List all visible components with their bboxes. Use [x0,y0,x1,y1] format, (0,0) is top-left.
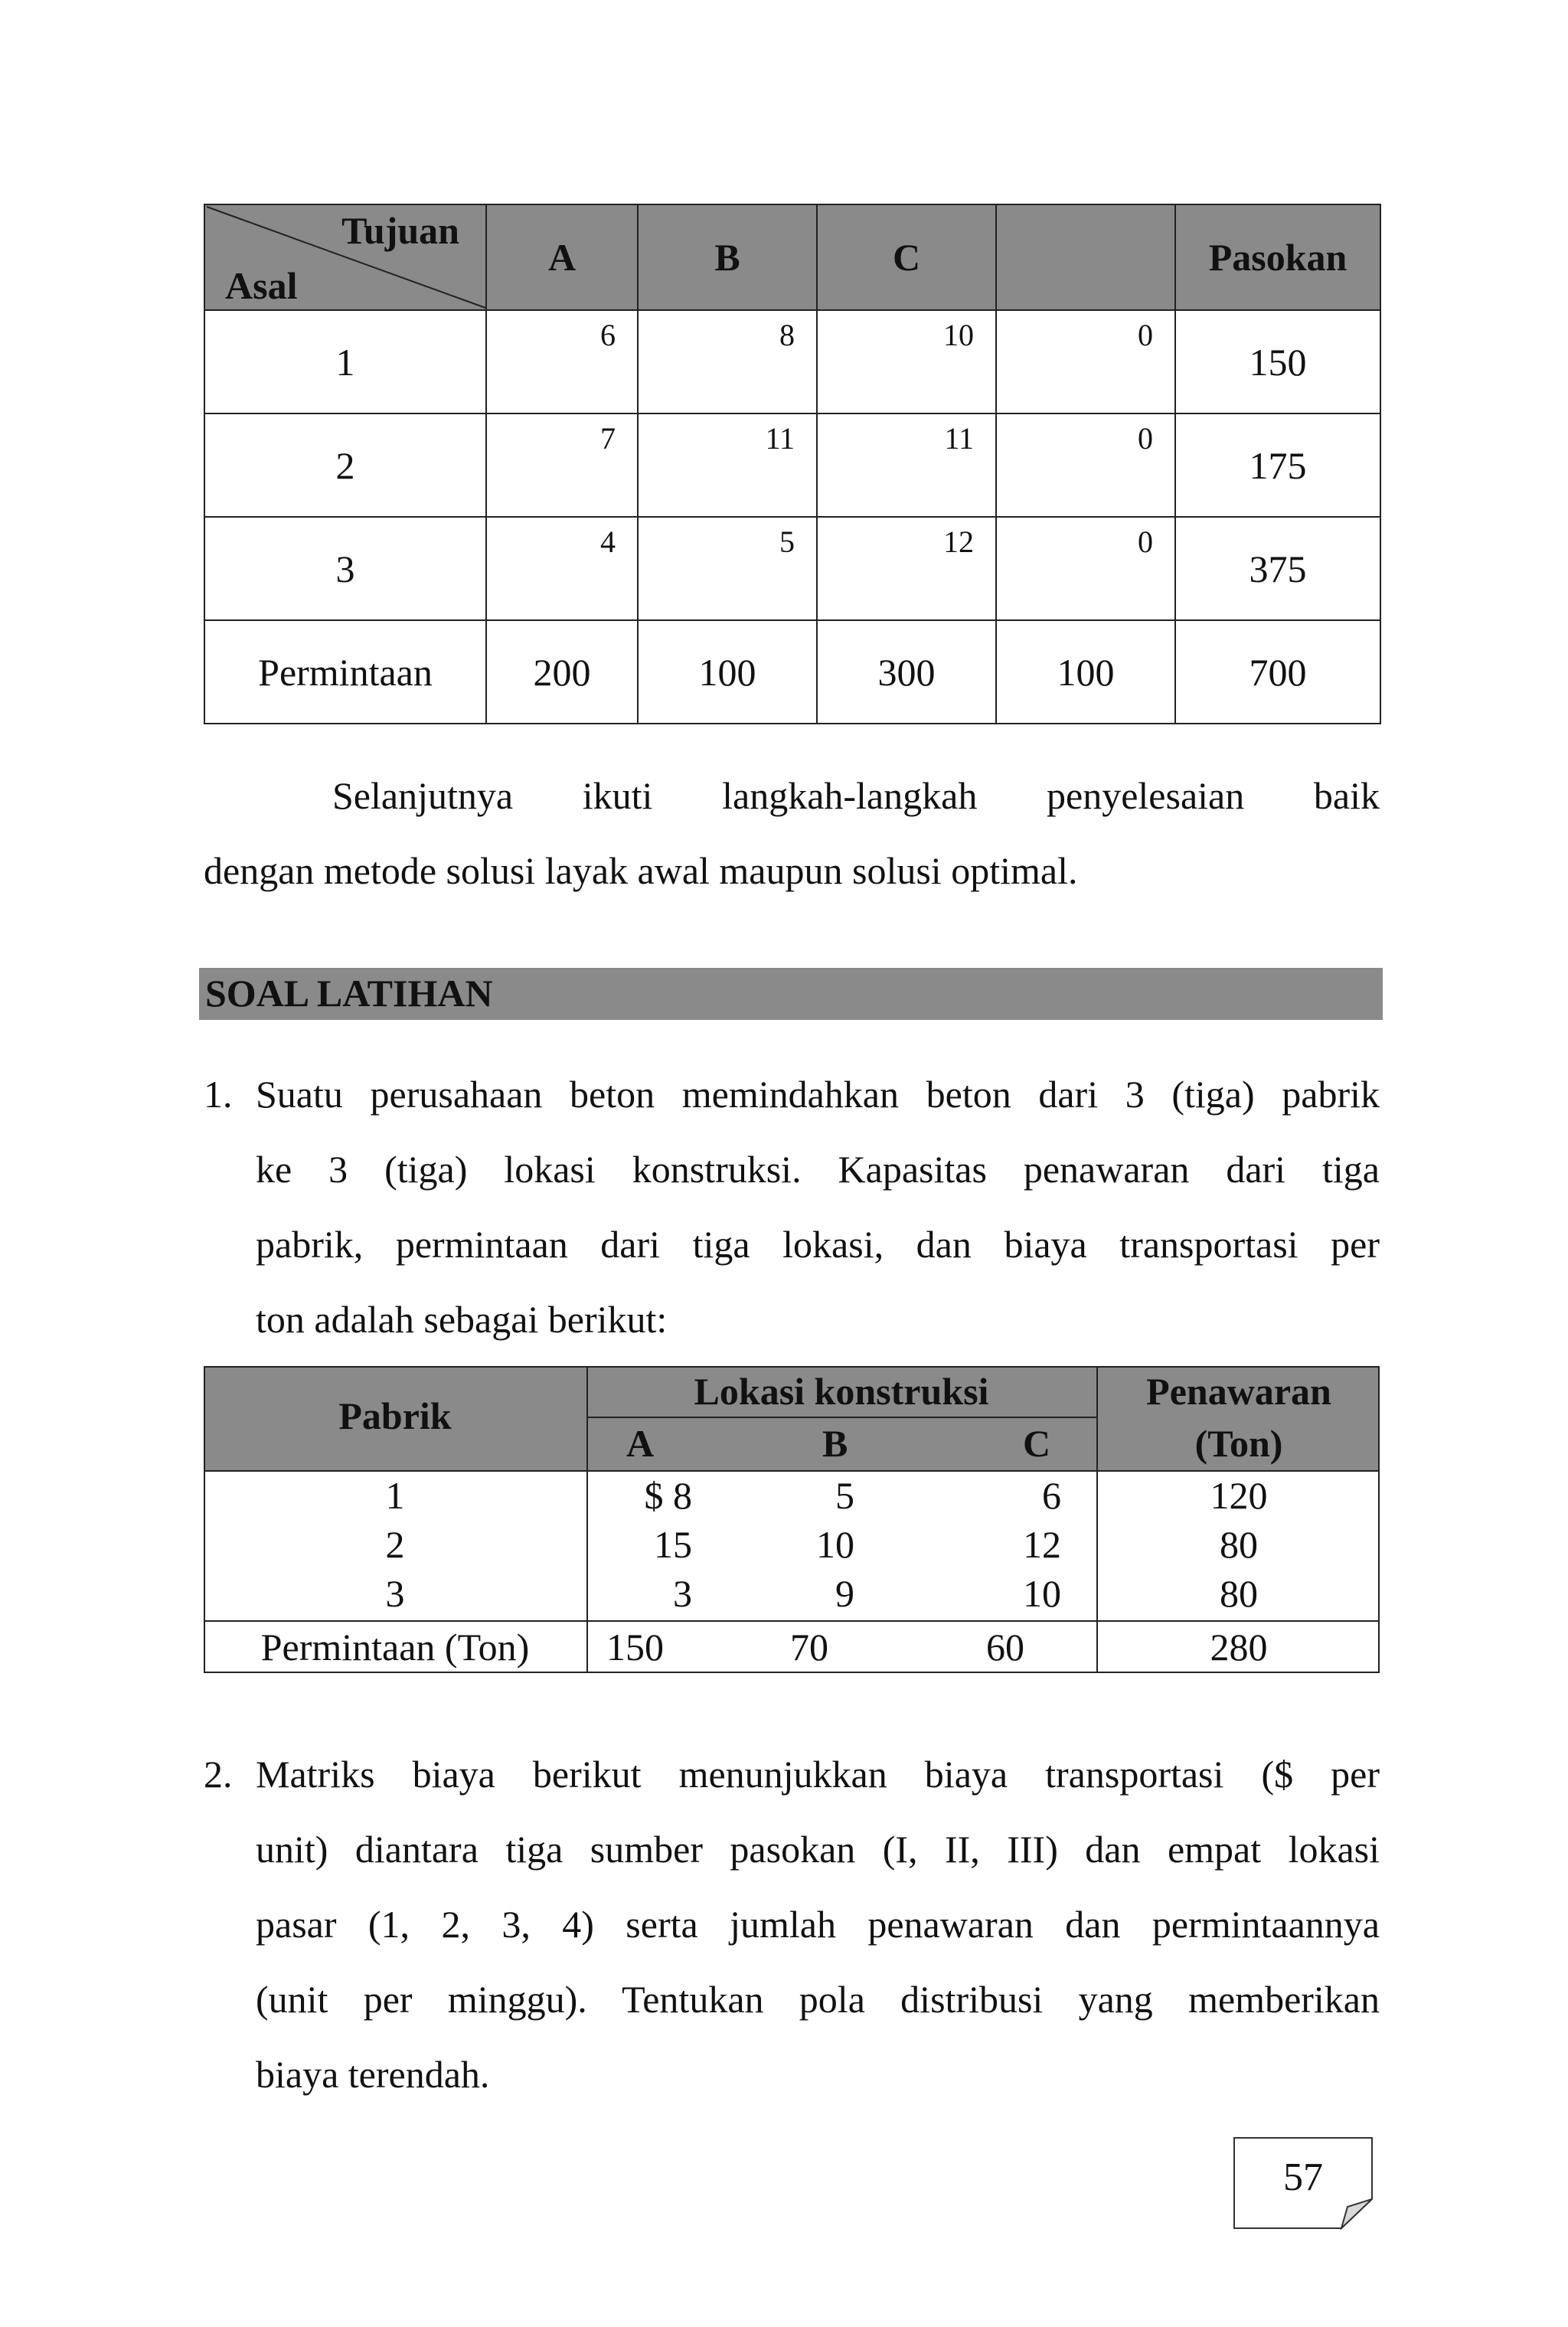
page-number-box [1233,2136,1374,2230]
cost-cell [486,413,638,517]
penawaran-header: Penawaran [1146,1370,1331,1413]
corner-header-destination: Tujuan [341,209,459,252]
transport-table [204,204,1381,724]
column-header: B [638,204,817,310]
supply-cell: 375 [1175,517,1380,620]
pabrik-cell: 3 [385,1572,405,1615]
cost-value: 11 [765,421,795,456]
item-line: ton adalah sebagai berikut: [256,1298,668,1341]
demand-total: 700 [1175,620,1380,724]
sub-header-b: B [822,1422,848,1465]
row-divider [204,1470,1380,1472]
cost-value: 4 [600,525,616,559]
exercise-item-2 [204,1737,1380,2112]
cost-a-cell: 3 [673,1572,692,1615]
cost-value: 0 [1138,421,1153,456]
item-line: ke 3 (tiga) lokasi konstruksi. Kapasitas penawaran dari tiga [256,1148,1380,1191]
cost-cell [486,517,638,620]
cost-b-cell: 9 [835,1572,854,1615]
paragraph-line: Selanjutnya ikuti langkah-langkah penyelesaian baik [332,774,1380,817]
cost-value: 11 [944,421,974,456]
demand-label: Permintaan [204,620,486,724]
cost-a-cell: $ 8 [644,1474,692,1517]
demand-label: Permintaan (Ton) [260,1626,530,1668]
paragraph-line: dengan metode solusi layak awal maupun solusi optimal. [204,849,1078,892]
row-divider [204,1620,1380,1622]
supply-cell: 150 [1175,310,1380,413]
factory-table [204,1366,1380,1673]
column-header: Pasokan [1175,204,1380,310]
demand-value: 300 [817,620,996,724]
item-number: 2. [204,1753,233,1796]
cost-value: 7 [600,421,616,456]
cost-value: 0 [1138,318,1153,352]
intro-paragraph [204,758,1380,908]
row-divider [586,1417,1096,1418]
exercise-item-1 [204,1057,1380,1357]
page-number: 57 [1283,2155,1323,2199]
demand-b: 70 [790,1626,828,1668]
cost-cell [817,517,996,620]
demand-row [204,620,1380,724]
cost-value: 5 [779,525,795,559]
cost-value: 10 [943,318,974,352]
sub-header-a: A [626,1422,655,1465]
demand-c: 60 [986,1626,1024,1668]
item-line: biaya terendah. [256,2053,490,2096]
column-header: C [817,204,996,310]
table-row [204,310,1380,413]
item-line: unit) diantara tiga sumber pasokan (I, II, III) dan empat lokasi [256,1828,1380,1871]
penawaran-cell: 80 [1220,1572,1258,1615]
corner-header [204,204,486,310]
column-header: A [486,204,638,310]
penawaran-header-unit: (Ton) [1194,1422,1283,1465]
section-title: SOAL LATIHAN [205,972,493,1015]
item-text [256,1737,1380,2112]
column-header [996,204,1175,310]
cost-cell [996,517,1175,620]
demand-a: 150 [606,1626,664,1668]
item-line: Matriks biaya berikut menunjukkan biaya transportasi ($ per [256,1753,1380,1796]
cost-value: 0 [1138,525,1153,559]
cost-cell [638,517,817,620]
row-label: 1 [204,310,486,413]
cost-value: 6 [600,318,616,352]
item-line: pabrik, permintaan dari tiga lokasi, dan biaya transportasi per [256,1223,1380,1266]
demand-value: 200 [486,620,638,724]
penawaran-cell: 120 [1210,1474,1268,1517]
cost-c-cell: 12 [1023,1523,1061,1566]
demand-value: 100 [996,620,1175,724]
cost-cell [996,413,1175,517]
table-header-row [204,204,1380,310]
item-line: pasar (1, 2, 3, 4) serta jumlah penawaran dan permintaannya [256,1903,1380,1946]
table-row [204,517,1380,620]
row-label: 3 [204,517,486,620]
cost-c-cell: 10 [1023,1572,1061,1615]
cost-cell [486,310,638,413]
cost-cell [996,310,1175,413]
table-row [204,413,1380,517]
cost-value: 8 [779,318,795,352]
item-line: Suatu perusahaan beton memindahkan beton dari 3 (tiga) pabrik [256,1073,1380,1116]
penawaran-cell: 80 [1220,1523,1258,1566]
cost-cell [638,310,817,413]
cost-b-cell: 5 [835,1474,854,1517]
item-text [256,1057,1380,1357]
item-number: 1. [204,1073,233,1116]
cost-c-cell: 6 [1042,1474,1061,1517]
pabrik-cell: 2 [385,1523,405,1566]
sub-header-c: C [1023,1422,1051,1465]
demand-value: 100 [638,620,817,724]
cost-cell [638,413,817,517]
lokasi-header: Lokasi konstruksi [694,1370,989,1413]
cost-cell [817,310,996,413]
section-header [199,968,1383,1020]
cost-value: 12 [943,525,974,559]
supply-cell: 175 [1175,413,1380,517]
row-label: 2 [204,413,486,517]
corner-header-origin: Asal [225,264,298,307]
cost-b-cell: 10 [816,1523,854,1566]
cost-a-cell: 15 [654,1523,692,1566]
pabrik-cell: 1 [385,1474,405,1517]
item-line: (unit per minggu). Tentukan pola distribusi yang memberikan [256,1978,1380,2021]
pabrik-header: Pabrik [338,1394,452,1437]
cost-cell [817,413,996,517]
demand-total: 280 [1210,1626,1268,1668]
